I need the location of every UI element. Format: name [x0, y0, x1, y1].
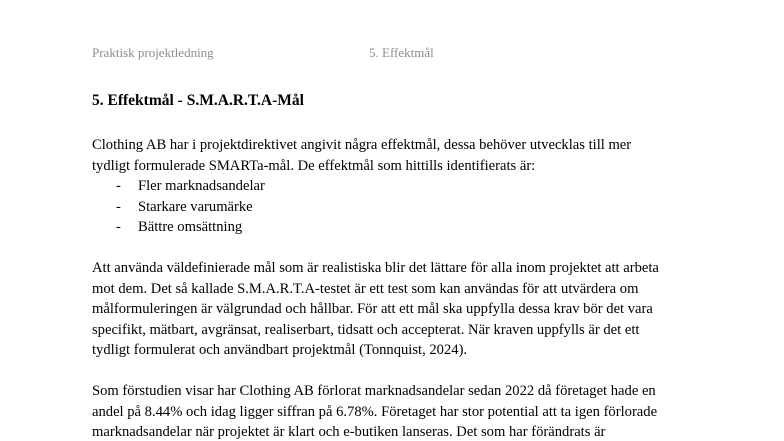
bullet-dash: -	[116, 219, 121, 235]
list-item-text: Bättre omsättning	[138, 219, 243, 235]
text-line: marknadsandelar när projektet är klart och e-butiken lanseras. Det som har förändrats är	[92, 424, 606, 440]
list-item	[116, 217, 265, 238]
text-line: tydligt formulerat och användbart projektmål (Tonnquist, 2024).	[92, 342, 468, 358]
bullet-dash: -	[116, 198, 121, 215]
list-item	[116, 197, 265, 218]
running-header-section: 5. Effektmål	[369, 45, 434, 60]
text-line: andel på 8.44% och idag ligger siffran på 6.78%. Företaget har stor potential att ta igen förlorade	[92, 403, 658, 420]
text-line: specifikt, mätbart, avgränsat, realiserbart, tidsatt och accepterat. När kraven uppfylls är det ett	[92, 321, 640, 338]
bullet-dash: -	[116, 178, 121, 194]
list-item	[116, 176, 265, 197]
list-item-text: Fler marknadsandelar	[138, 178, 265, 194]
text-line: tydligt formulerade SMARTa-mål. De effektmål som hittills identifierats är:	[92, 157, 536, 174]
text-line: Clothing AB har i projektdirektivet angivit några effektmål, dessa behöver utvecklas till mer	[92, 137, 632, 153]
text-line: målformuleringen är välgrundad och hållbar. För att ett mål ska uppfylla dessa krav bör det vara	[92, 301, 653, 317]
text-line: Att använda väldefinierade mål som är realistiska blir det lättare för alla inom projektet att arbeta	[92, 260, 659, 276]
effect-goals-list	[116, 176, 265, 238]
text-line: Som förstudien visar har Clothing AB förlorat marknadsandelar sedan 2022 då företaget hade en	[92, 383, 656, 399]
text-line: mot dem. Det så kallade S.M.A.R.T.A-testet är ett test som kan användas för att utvärdera om	[92, 280, 639, 297]
running-header-title: Praktisk projektledning	[92, 45, 214, 60]
paragraph-intro	[92, 135, 712, 176]
paragraph-smarta	[92, 258, 712, 361]
paragraph-market-share	[92, 381, 712, 441]
list-item-text: Starkare varumärke	[138, 198, 253, 215]
section-heading: 5. Effektmål - S.M.A.R.T.A-Mål	[92, 92, 304, 109]
